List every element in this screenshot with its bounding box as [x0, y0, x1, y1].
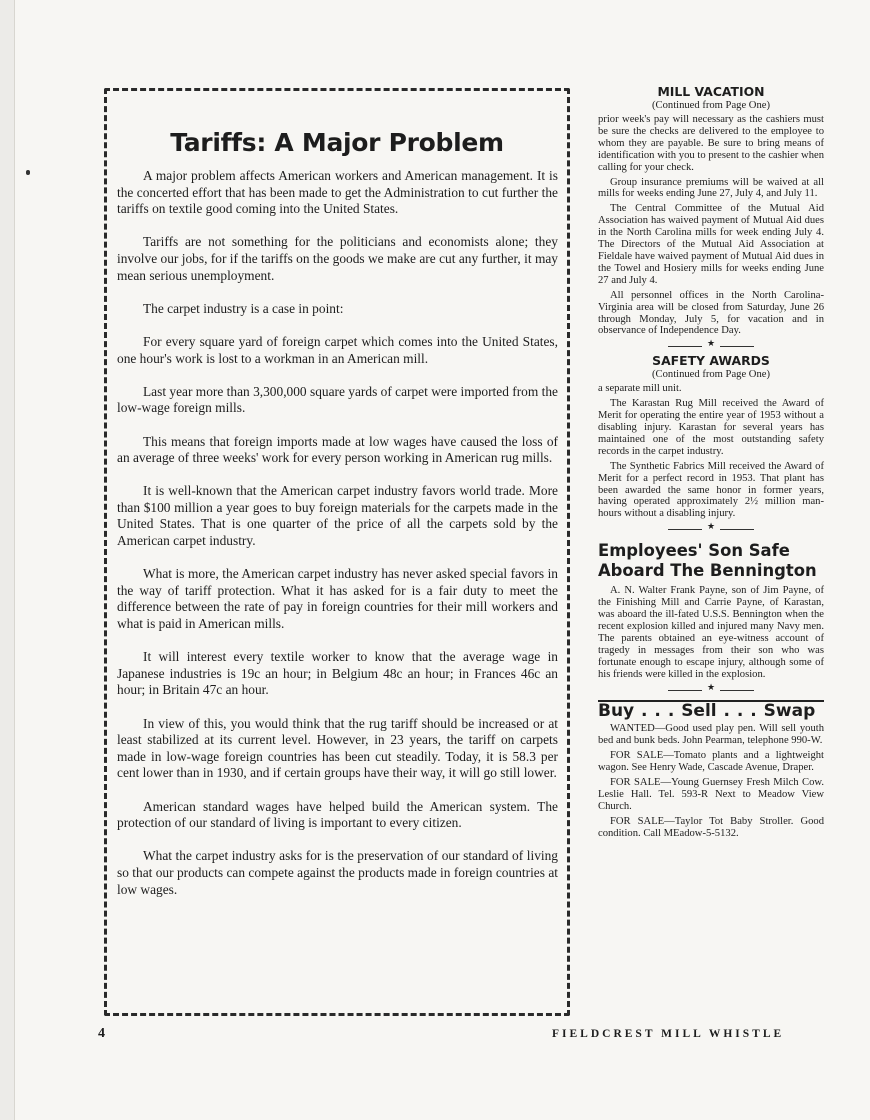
star-icon: ★ — [702, 682, 720, 694]
article-body — [117, 168, 558, 915]
article-paragraph: In view of this, you would think that the rug tariff should be increased or at least stabilized at its current level. However, in 23 years, the tariff on carpets made in low-wage foreign countries has been cut steadily. Today, it is 58.3 per cent lower than in 1930, and if certain groups have their way, it will go still lower. — [117, 715, 558, 781]
safety-awards-paragraph: a separate mill unit. — [598, 383, 682, 395]
mill-vacation-continued: (Continued from Page One) — [652, 100, 770, 111]
article-paragraph: Tariffs are not something for the politicians and economists alone; they involve our jobs, for if the tariffs on the goods we make are cut any further, it may mean serious unemployment. — [117, 234, 558, 283]
article-paragraph: Last year more than 3,300,000 square yards of carpet were imported from the low-wage foreign mills. — [117, 383, 558, 416]
son-safe-heading-line: Employees' Son Safe — [598, 541, 790, 561]
safety-awards-heading: SAFETY AWARDS — [652, 353, 770, 369]
mill-vacation-paragraph: prior week's pay will necessary as the cashiers must be sure the checks are delivered to the employee to whom they are payable. Be sure to bring means of identification with you to present to the cashier when calling for your check. — [598, 114, 824, 173]
page-number: 4 — [98, 1026, 105, 1041]
ink-speck — [26, 170, 30, 175]
article-paragraph: The carpet industry is a case in point: — [143, 300, 344, 316]
classified-ad: FOR SALE—Young Guernsey Fresh Milch Cow. Leslie Hall. Tel. 593-R Next to Meadow View Church. — [598, 777, 824, 812]
article-paragraph: For every square yard of foreign carpet which comes into the United States, one hour's work is lost to a workman in an American mill. — [117, 333, 558, 366]
article-paragraph: This means that foreign imports made at low wages have caused the loss of an average of three weeks' work for every person working in American rug mills. — [117, 433, 558, 466]
article-paragraph: It will interest every textile worker to know that the average wage in Japanese industries is 19c an hour; in Belgium 48c an hour; in Frances 46c an hour; in Britain 47c an hour. — [117, 649, 558, 698]
article-paragraph: What is more, the American carpet industry has never asked special favors in the way of tariff protection. What it has asked for is a fair duty to meet the difference between the rate of pay in foreign countries for their mill workers and what is paid in American mills. — [117, 566, 558, 632]
mill-vacation-paragraph: All personnel offices in the North Carolina-Virginia area will be closed from Saturday, June 26 through Monday, July 5, for vacation and in observance of Independence Day. — [598, 289, 824, 337]
article-title: Tariffs: A Major Problem — [170, 128, 504, 157]
mill-vacation-paragraph: Group insurance premiums will be waived at all mills for weeks ending June 27, July 4, and July 11. — [598, 176, 824, 200]
mill-vacation-paragraph: The Central Committee of the Mutual Aid Association has waived payment of Mutual Aid dues in the North Carolina mills for week ending July 4. The Directors of the Mutual Aid Association at Fieldale have waived payment of Mutual Aid dues in the Towel and Hosiery mills for weeks ending June 27 and July 4. — [598, 203, 824, 286]
safety-awards-paragraph: The Karastan Rug Mill received the Award of Merit for operating the entire year of 1953 without a disabling injury. Karastan for several years has maintained one of the most outstanding safety records in the carpet industry. — [598, 398, 824, 457]
classifieds-heading: Buy . . . Sell . . . Swap — [598, 700, 816, 721]
star-icon: ★ — [702, 521, 720, 533]
article-paragraph: A major problem affects American workers and American management. It is the concerted effort that has been made to get the Administration to cut further the tariffs on textile good coming into the United States. — [117, 168, 558, 217]
safety-awards-paragraph: The Synthetic Fabrics Mill received the Award of Merit for a perfect record in 1953. That plant has been awarded the same honor in former years, having operated approximately 2½ million man-hours without a disabling injury. — [598, 460, 824, 520]
section-divider — [598, 340, 824, 352]
right-column — [598, 84, 824, 843]
safety-awards-continued: (Continued from Page One) — [652, 369, 770, 381]
son-safe-heading-line: Aboard The Bennington — [598, 561, 817, 581]
publication-name: FIELDCREST MILL WHISTLE — [552, 1028, 785, 1040]
classified-ad: WANTED—Good used play pen. Will sell youth bed and bunk beds. John Pearman, telephone 990-W. — [598, 723, 824, 747]
classified-ad: FOR SALE—Taylor Tot Baby Stroller. Good condition. Call MEadow-5-5132. — [598, 815, 824, 839]
son-safe-heading — [598, 541, 824, 581]
article-paragraph: American standard wages have helped build the American system. The protection of our standard of living is important to every citizen. — [117, 798, 558, 831]
article-paragraph: It is well-known that the American carpet industry favors world trade. More than $100 million a year goes to buy foreign materials for the carpets made in the United States. That is one quarter of the price of all the carpets sold by the American carpet industry. — [117, 483, 558, 549]
son-safe-paragraph: A. N. Walter Frank Payne, son of Jim Payne, of the Finishing Mill and Carrie Payne, of Karastan, was aboard the ill-fated U.S.S. Bennington when the recent explosion killed and injured many Navy men. The parents obtained an eye-witness account of tragedy in messages from their son who was fortunate enough to escape injury, although some of his friends were killed in the explosion. — [598, 585, 824, 680]
article-paragraph: What the carpet industry asks for is the preservation of our standard of living so that our products can compete against the products made in foreign countries at low wages. — [117, 848, 558, 897]
section-divider — [598, 681, 824, 696]
mill-vacation-heading: MILL VACATION — [657, 84, 765, 99]
star-icon: ★ — [702, 338, 720, 350]
section-divider — [598, 523, 824, 535]
classified-ad: FOR SALE—Tomato plants and a lightweight wagon. See Henry Wade, Cascade Avenue, Draper. — [598, 750, 824, 774]
